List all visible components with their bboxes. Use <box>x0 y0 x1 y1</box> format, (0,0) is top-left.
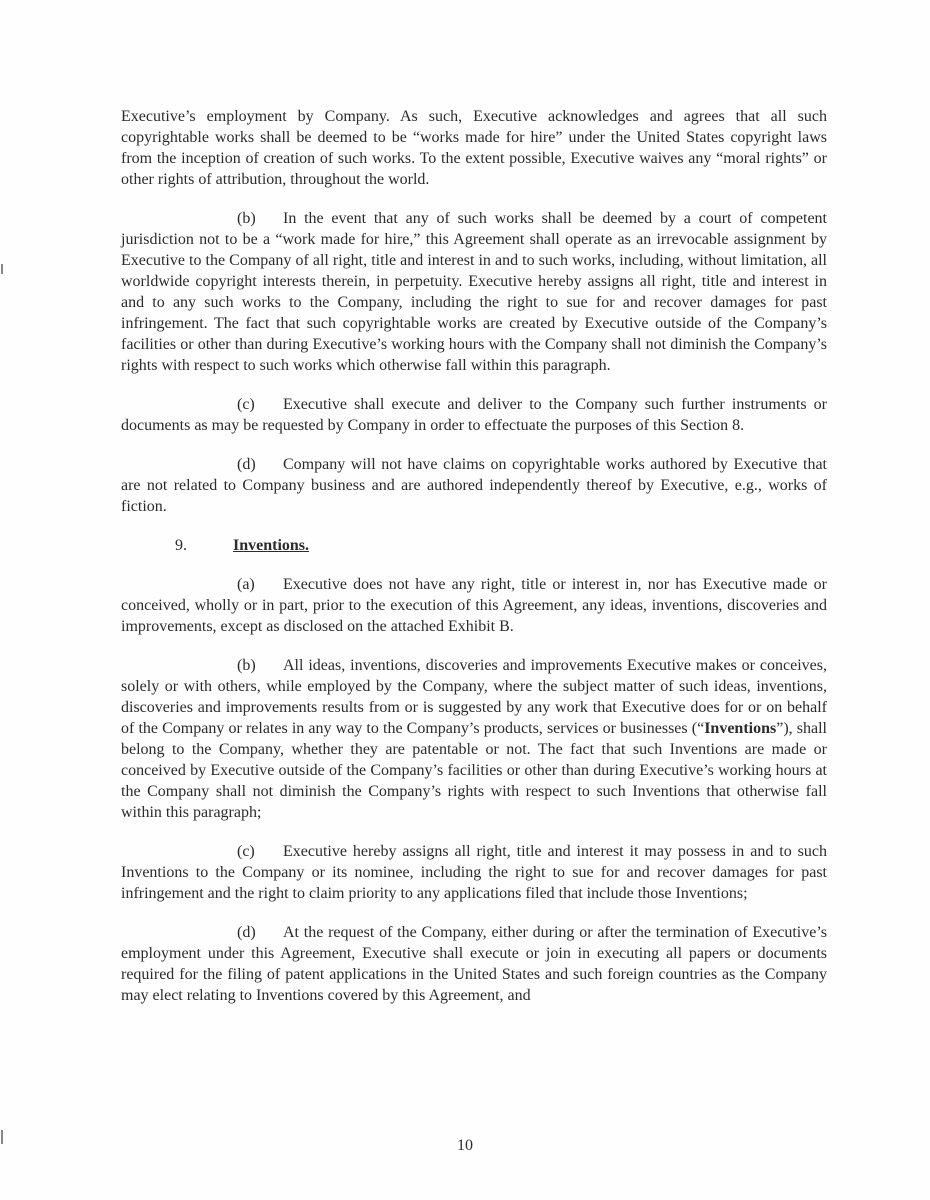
paragraph-8b <box>121 208 827 376</box>
section-number: 9. <box>175 537 187 554</box>
defined-term: Inventions <box>704 720 777 737</box>
paragraph-label: (b) <box>237 210 256 227</box>
paragraph-text: In the event that any of such works shall be deemed by a court of competent jurisdiction not to be a “work made for hire,” this Agreement shall operate as an irrevocable assignment by Executive to the Company of all right, title and interest in and to such works, including, without limitation, all worldwide copyright interests therein, in perpetuity. Executive hereby assigns all right, title and interest in and to any such works to the Company, including the right to sue for and recover damages for past infringement. The fact that such copyrightable works are created by Executive outside of the Company’s facilities or other than during Executive’s working hours with the Company shall not diminish the Company’s rights with respect to such works which otherwise fall within this paragraph. <box>121 210 827 374</box>
paragraph-text-continued: ”), shall belong to the Company, whether they are patentable or not. The fact that such Inventions are made or conceived by Executive outside of the Company’s facilities or other than during Executive’s working hours at the Company shall not diminish the Company’s rights with respect to such Inventions that otherwise fall within this paragraph; <box>121 720 827 821</box>
paragraph-text: Executive does not have any right, title or interest in, nor has Executive made or conceived, wholly or in part, prior to the execution of this Agreement, any ideas, inventions, discoveries and improvements, except as disclosed on the attached Exhibit B. <box>121 576 827 635</box>
paragraph-text: Executive hereby assigns all right, title and interest it may possess in and to such Inventions to the Company or its nominee, including the right to sue for and recover damages for past infringement and the right to claim priority to any applications filed that include those Inventions; <box>121 843 827 902</box>
paragraph-label: (b) <box>237 657 256 674</box>
paragraph-label: (d) <box>237 456 256 473</box>
paragraph-8c <box>121 394 827 436</box>
paragraph-9d <box>121 922 827 1006</box>
paragraph-label: (c) <box>237 843 255 860</box>
document-body <box>121 106 827 1024</box>
paragraph-label: (d) <box>237 924 256 941</box>
paragraph-9c <box>121 841 827 904</box>
paragraph-text: Company will not have claims on copyrightable works authored by Executive that are not related to Company business and are authored independently thereof by Executive, e.g., works of fiction. <box>121 456 827 515</box>
paragraph-text: At the request of the Company, either during or after the termination of Executive’s employment under this Agreement, Executive shall execute or join in executing all papers or documents required for the filing of patent applications in the United States and such foreign countries as the Company may elect relating to Inventions covered by this Agreement, and <box>121 924 827 1004</box>
section-heading <box>121 535 827 556</box>
scan-mark <box>1 264 3 274</box>
section-title: Inventions. <box>233 537 310 554</box>
paragraph-label: (a) <box>237 576 255 593</box>
paragraph-9b <box>121 655 827 823</box>
page-number: 10 <box>457 1137 473 1154</box>
paragraph-label: (c) <box>237 396 255 413</box>
continuation-paragraph: Executive’s employment by Company. As such, Executive acknowledges and agrees that all such copyrightable works shall be deemed to be “works made for hire” under the United States copyright laws from the inception of creation of such works. To the extent possible, Executive waives any “moral rights” or other rights of attribution, throughout the world. <box>121 108 827 188</box>
paragraph-8d <box>121 454 827 517</box>
paragraph-9a <box>121 574 827 637</box>
paragraph-text: Executive shall execute and deliver to the Company such further instruments or documents as may be requested by Company in order to effectuate the purposes of this Section 8. <box>121 396 827 434</box>
paragraph-text: All ideas, inventions, discoveries and improvements Executive makes or conceives, solely or with others, while employed by the Company, where the subject matter of such ideas, inventions, discoveries and improvements results from or is suggested by any work that Executive does for or on behalf of the Company or relates in any way to the Company’s products, services or businesses (“ <box>121 657 827 737</box>
